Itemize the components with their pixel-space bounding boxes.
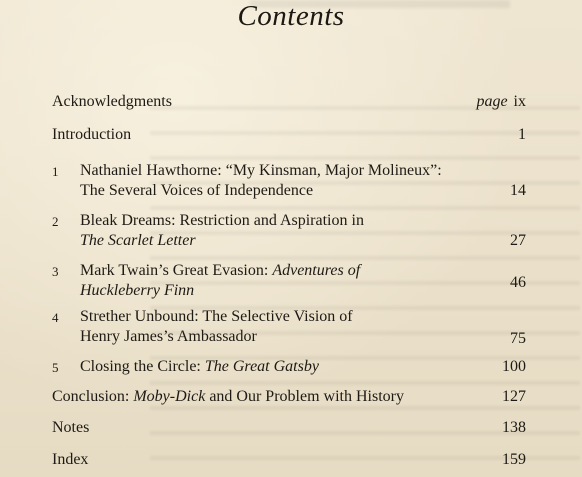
chapter-number: 4 [52, 310, 59, 325]
toc-entry-page: 159 [502, 451, 526, 468]
toc-entry-title: Conclusion: Moby-Dick and Our Problem with History [52, 388, 404, 405]
toc-entry-page: 127 [502, 388, 526, 405]
toc-entry-page: 14 [510, 182, 526, 199]
toc-entry-subtitle: The Several Voices of Independence [80, 182, 314, 199]
toc-entry-subtitle: Henry James’s Ambassador [80, 328, 257, 345]
chapter-number: 5 [52, 360, 59, 375]
chapter-number: 3 [52, 264, 59, 279]
toc-entry-title: Nathaniel Hawthorne: “My Kinsman, Major Molineux”: [80, 162, 442, 179]
toc-entry-page: page ix [476, 93, 526, 110]
toc-entry-page: 75 [510, 330, 526, 347]
toc-entry-title: Mark Twain’s Great Evasion: Adventures of [80, 262, 361, 279]
chapter-number: 1 [52, 164, 59, 179]
toc-entry-title: Closing the Circle: The Great Gatsby [80, 358, 319, 375]
toc-entry-subtitle: Huckleberry Finn [80, 282, 195, 299]
toc-entry-page: 1 [518, 126, 526, 143]
toc-entry-page: 100 [502, 358, 526, 375]
chapter-number: 2 [52, 214, 59, 229]
toc-entry-title: Acknowledgments [52, 93, 172, 110]
toc-entry-title: Bleak Dreams: Restriction and Aspiration in [80, 212, 364, 229]
toc-entry-subtitle: The Scarlet Letter [80, 232, 196, 249]
toc-entry-title: Index [52, 451, 89, 468]
page-title: Contents [237, 0, 345, 32]
toc-entry-title: Strether Unbound: The Selective Vision of [80, 308, 353, 325]
page-label: page [476, 93, 508, 110]
toc-entry-title: Introduction [52, 126, 132, 143]
toc-entry-title: Notes [52, 419, 90, 436]
toc-entry-page: 138 [502, 419, 526, 436]
toc-entry-page: 27 [510, 232, 526, 249]
toc-entry-page: 46 [510, 274, 526, 291]
